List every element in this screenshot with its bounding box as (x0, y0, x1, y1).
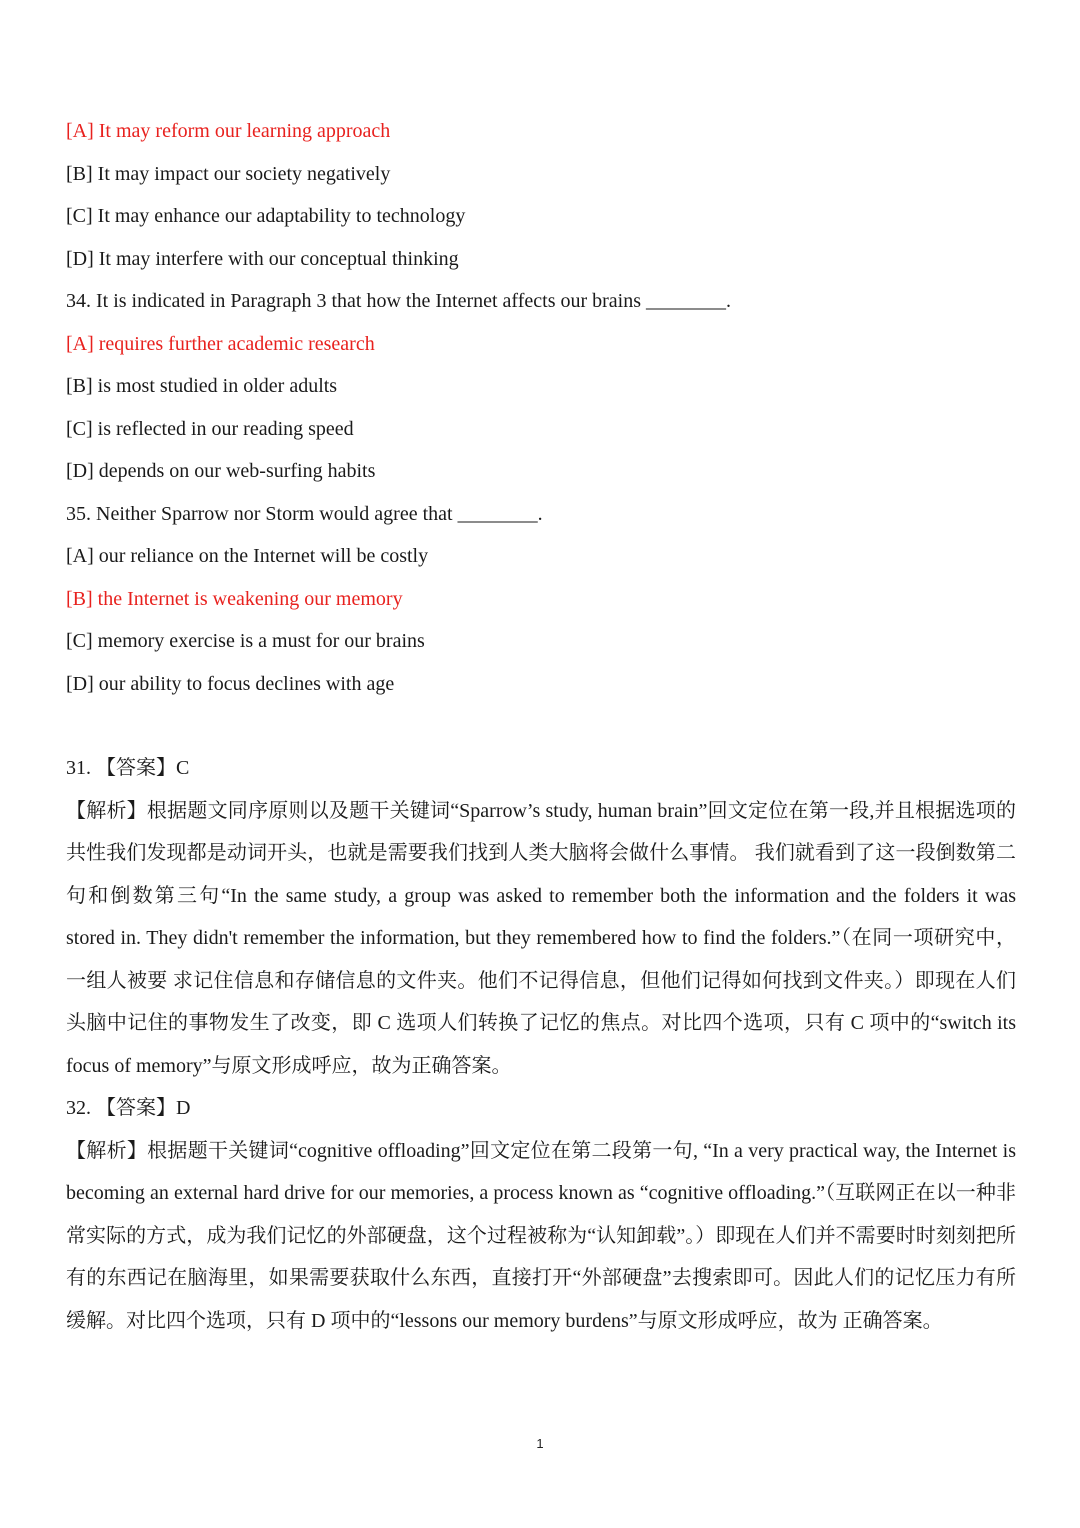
q35-option-d: [D] our ability to focus declines with age (66, 672, 395, 695)
document-page (66, 110, 1016, 1342)
answer-31-analysis: 【解析】根据题文同序原则以及题干关键词“Sparrow’s study, human brain”回文定位在第一段,并且根据选项的共性我们发现都是动词开头，也就是需要我们找到人类大脑将会做什么事情。 我们就看到了这一段倒数第二句和倒数第三句“In the same study, a group was asked to remember both the information and the folders it was stored in. They didn't remember the information, but they remembered how to find the folders.”（在同一项研究中，一组人被要 求记住信息和存储信息的文件夹。他们不记得信息，但他们记得如何找到文件夹。）即现在人们头脑中记住的事物发生了改变，即 C 选项人们转换了记忆的焦点。对比四个选项，只有 C 项中的“switch its focus of memory”与原文形成呼应，故为正确答案。 (66, 799, 1016, 1077)
q35-option-c: [C] memory exercise is a must for our brains (66, 630, 425, 652)
q34-option-d: [D] depends on our web-surfing habits (66, 460, 376, 482)
q34-option-a: [A] requires further academic research (66, 332, 375, 355)
q34-option-c: [C] is reflected in our reading speed (66, 417, 354, 440)
page-number: 1 (536, 1436, 544, 1451)
answer-32-heading: 32. 【答案】D (66, 1097, 191, 1119)
q33-option-d: [D] It may interfere with our conceptual thinking (66, 247, 459, 270)
q35-option-a: [A] our reliance on the Internet will be costly (66, 545, 429, 567)
q33-option-a: [A] It may reform our learning approach (66, 120, 391, 142)
q34-stem: 34. It is indicated in Paragraph 3 that how the Internet affects our brains ________. (66, 290, 732, 312)
answer-31-heading: 31. 【答案】C (66, 757, 190, 779)
q35-option-b: [B] the Internet is weakening our memory (66, 587, 403, 610)
q35-stem: 35. Neither Sparrow nor Storm would agree that ________. (66, 502, 543, 525)
q33-option-c: [C] It may enhance our adaptability to technology (66, 205, 466, 227)
q34-option-b: [B] is most studied in older adults (66, 375, 338, 397)
q33-option-b: [B] It may impact our society negatively (66, 162, 391, 185)
answer-32-analysis: 【解析】根据题干关键词“cognitive offloading”回文定位在第二段第一句, “In a very practical way, the Internet is becoming an external hard drive for our memories, a process known as “cognitive offloading.”（互联网正在以一种非常实际的方式，成为我们记忆的外部硬盘，这个过程被称为“认知卸载”。）即现在人们并不需要时时刻刻把所有的东西记在脑海里，如果需要获取什么东西，直接打开“外部硬盘”去搜索即可。因此人们的记忆压力有所缓解。对比四个选项，只有 D 项中的“lessons our memory burdens”与原文形成呼应，故为 正确答案。 (66, 1139, 1016, 1332)
section-gap (66, 705, 1016, 747)
